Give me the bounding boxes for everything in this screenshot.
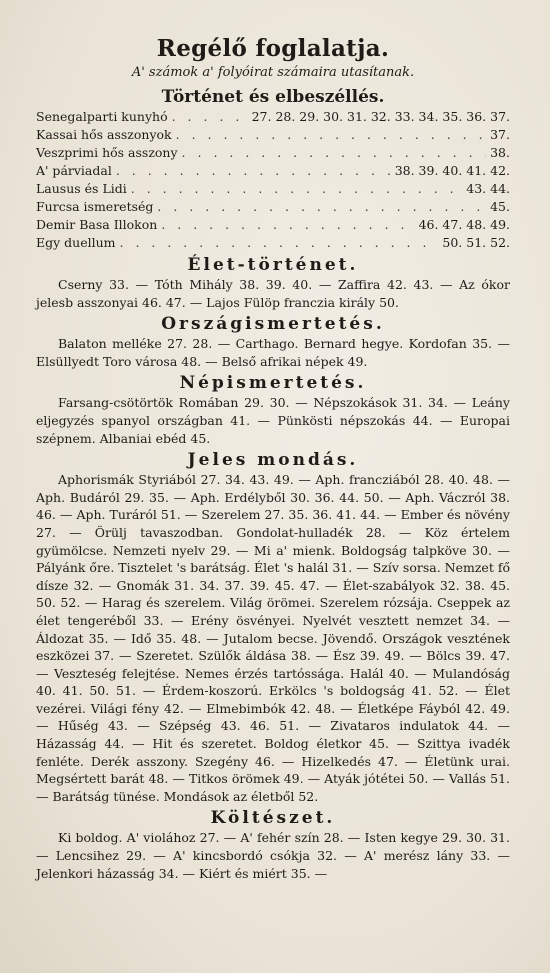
toc-numbers: 37.: [490, 127, 510, 142]
toc-leader-dots: [116, 162, 391, 180]
toc-title: Lausus és Lidi: [36, 181, 127, 196]
toc-leader-dots: [176, 126, 486, 144]
toc-row: [36, 108, 510, 126]
section-heading-tortenet: Történet és elbeszéllés.: [161, 87, 385, 107]
toc-row: [36, 180, 510, 198]
toc-leader-dots: [120, 234, 439, 252]
toc-row: [36, 144, 510, 162]
toc-leader-dots: [161, 216, 414, 234]
section-text-kolteszet: Ki boldog. A' violához 27. — A' fehér szín 28. — Isten kegye 29. 30. 31. — Lencsihez 29. — A' kincsbordó csókja 32. — A' merész lány 33. — Jelenkori házasság 34. — Kiért és miért 35. —: [36, 830, 510, 881]
section-text-orszagismertetes: Balaton melléke 27. 28. — Carthago. Bernard hegye. Kordofan 35. — Elsüllyedt Toro városa 48. — Belső afrikai népek 49.: [36, 336, 510, 369]
toc-numbers: 50. 51. 52.: [442, 235, 510, 250]
toc-row: [36, 162, 510, 180]
toc-numbers: 46. 47. 48. 49.: [418, 217, 510, 232]
toc-leader-dots: [157, 198, 486, 216]
section-heading-orszagismertetes: Országismertetés.: [161, 314, 385, 335]
toc-numbers: 38. 39. 40. 41. 42.: [394, 163, 510, 178]
toc-list: [36, 108, 510, 252]
section-heading-nepismertetes: Népismertetés.: [179, 373, 367, 394]
toc-leader-dots: [172, 108, 248, 126]
toc-row: [36, 126, 510, 144]
toc-leader-dots: [131, 180, 463, 198]
toc-row: [36, 198, 510, 216]
toc-title: Veszprimi hős asszony: [36, 145, 178, 160]
toc-row: [36, 216, 510, 234]
toc-numbers: 27. 28. 29. 30. 31. 32. 33. 34. 35. 36. 37.: [251, 109, 510, 124]
section-heading-kolteszet: Költészet.: [210, 808, 336, 829]
page-title: Regélő foglalatja.: [156, 35, 390, 62]
toc-numbers: 43. 44.: [466, 181, 510, 196]
toc-title: Demir Basa Illokon: [36, 217, 158, 232]
section-heading-jelesmondas: Jeles mondás.: [187, 450, 359, 471]
section-text-nepismertetes: Farsang-csötörtök Romában 29. 30. — Népszokások 31. 34. — Leány eljegyzés spanyol országban 41. — Pünkösti népszokás 44. — Europai szépnem. Albaniai ebéd 45.: [36, 395, 510, 446]
toc-title: Senegalparti kunyhó: [36, 109, 168, 124]
toc-row: [36, 234, 510, 252]
toc-title: A' párviadal: [36, 163, 112, 178]
section-text-elettortenet: Cserny 33. — Tóth Mihály 38. 39. 40. — Zaffira 42. 43. — Az ókor jelesb asszonyai 46. 47. — Lajos Fülöp franczia király 50.: [36, 277, 510, 310]
toc-numbers: 45.: [490, 199, 510, 214]
page-subtitle: A' számok a' folyóirat számaira utasítanak.: [131, 65, 415, 80]
toc-numbers: 38.: [490, 145, 510, 160]
section-heading-elettortenet: Élet-történet.: [187, 255, 359, 275]
toc-title: Kassai hős asszonyok: [36, 127, 172, 142]
toc-title: Egy duellum: [36, 235, 116, 250]
section-text-jelesmondas: Aphorismák Styriából 27. 34. 43. 49. — Aph. francziából 28. 40. 48. — Aph. Budáról 29. 35. — Aph. Erdélyből 30. 36. 44. 50. — Aph. Váczról 38. 46. — Aph. Turáról 51. — Szerelem 27. 35. 36. 41. 44. — Ember és növény 27. — Örülj tavaszodban. Gondolat-hulladék 28. — Köz értelem gyümölcse. Nemzeti nyelv 29. — Mi a' mienk. Boldogság talpköve 30. — Pályánk őre. Tisztelet 's barátság. Élet 's halál 31. — Szív sorsa. Nemzet fő dísze 32. — Gnomák 31. 34. 37. 39. 45. 47. — Élet-szabályok 32. 38. 45. 50. 52. — Harag és szerelem. Világ örömei. Szerelem rózsája. Cseppek az élet tengeréből 33. — Erény ösvényei. Nyelvét vesztett nemzet 34. — Áldozat 35. — Idő 35. 48. — Jutalom becse. Jövendő. Országok vesztének eszközei 37. — Szeretet. Szülők áldása 38. — Ész 39. 49. — Bölcs 39. 47. — Veszteség felejtése. Nemes érzés tartóssága. Halál 40. — Mulandóság 40. 41. 50. 51. — Érdem-koszorú. Erkölcs 's boldogság 41. 52. — Élet vezérei. Világi fény 42. — Elmebimbók 42. 48. — Életképe Fáyból 42. 49. — Hűség 43. — Szépség 43. 46. 51. — Zivataros indulatok 44. — Házasság 44. — Hit és szeretet. Boldog életkor 45. — Szittya ivadék fenléte. Derék asszony. Szegény 46. — Hizelkedés 47. — Életünk urai. Megsértett barát 48. — Titkos örömek 49. — Atyák jótétei 50. — Vallás 51. — Barátság tünése. Mondások az életből 52.: [36, 472, 510, 804]
toc-title: Furcsa ismeretség: [36, 199, 154, 214]
toc-leader-dots: [182, 144, 487, 162]
